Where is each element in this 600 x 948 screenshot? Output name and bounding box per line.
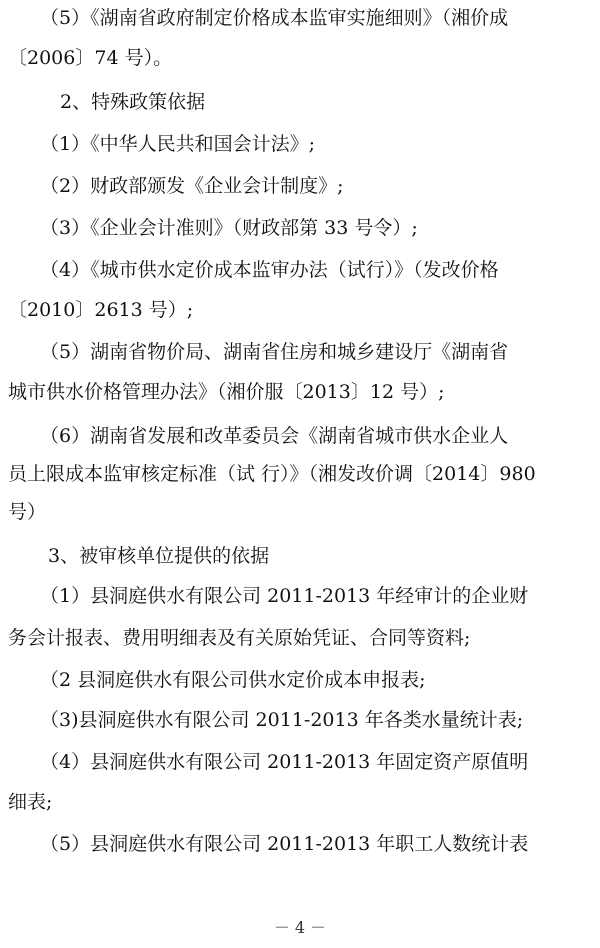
text-line-content: （3)县洞庭供水有限公司 2011-2013 年各类水量统计表; xyxy=(40,709,524,731)
text-line-content: （3）《企业会计准则》（财政部第 33 号令）; xyxy=(40,217,418,239)
section-heading xyxy=(0,90,600,114)
text-line-content: （4）县洞庭供水有限公司 2011-2013 年固定资产原值明 xyxy=(40,751,529,773)
text-line xyxy=(0,46,600,70)
text-line-content: 细表; xyxy=(8,791,53,813)
text-line xyxy=(0,832,600,856)
text-line-content: （5）湖南省物价局、湖南省住房和城乡建设厅《湖南省 xyxy=(40,341,509,363)
page-number: － 4 － xyxy=(273,918,327,937)
text-line-content: （1）《中华人民共和国会计法》; xyxy=(40,133,315,155)
text-line-content: 3、被审核单位提供的依据 xyxy=(48,545,270,567)
text-line xyxy=(0,584,600,608)
text-line xyxy=(0,216,600,240)
text-line xyxy=(0,340,600,364)
text-line xyxy=(0,500,600,524)
text-line xyxy=(0,6,600,30)
text-line xyxy=(0,708,600,732)
text-line xyxy=(0,380,600,404)
text-line xyxy=(0,750,600,774)
text-line-content: （1）县洞庭供水有限公司 2011-2013 年经审计的企业财 xyxy=(40,585,529,607)
section-heading xyxy=(0,544,600,568)
text-line xyxy=(0,626,600,650)
text-line-content: 务会计报表、费用明细表及有关原始凭证、合同等资料; xyxy=(8,627,471,649)
text-line-content: 2、特殊政策依据 xyxy=(60,91,206,113)
text-line xyxy=(0,462,600,486)
text-line xyxy=(0,668,600,692)
text-line-content: （5）县洞庭供水有限公司 2011-2013 年职工人数统计表 xyxy=(40,833,529,855)
text-line xyxy=(0,174,600,198)
text-line-content: 城市供水价格管理办法》（湘价服〔2013〕12 号）; xyxy=(8,381,445,403)
text-line-content: 〔2006〕74 号）。 xyxy=(8,47,173,69)
text-line-content: （2）财政部颁发《企业会计制度》; xyxy=(40,175,344,197)
text-line xyxy=(0,298,600,322)
text-line-content: （4）《城市供水定价成本监审办法（试行）》（发改价格 xyxy=(40,259,499,281)
text-line-content: （6）湖南省发展和改革委员会《湖南省城市供水企业人 xyxy=(40,425,509,447)
text-line-content: 员上限成本监审核定标准（试 行）》（湘发改价调〔2014〕980 xyxy=(8,463,536,485)
text-line xyxy=(0,424,600,448)
text-line xyxy=(0,258,600,282)
text-line-content: （2 县洞庭供水有限公司供水定价成本申报表; xyxy=(40,669,426,691)
text-line-content: 〔2010〕2613 号）; xyxy=(8,299,194,321)
text-line xyxy=(0,132,600,156)
text-line xyxy=(0,790,600,814)
text-line-content: （5）《湖南省政府制定价格成本监审实施细则》（湘价成 xyxy=(40,7,509,29)
text-line-content: 号） xyxy=(8,501,47,523)
